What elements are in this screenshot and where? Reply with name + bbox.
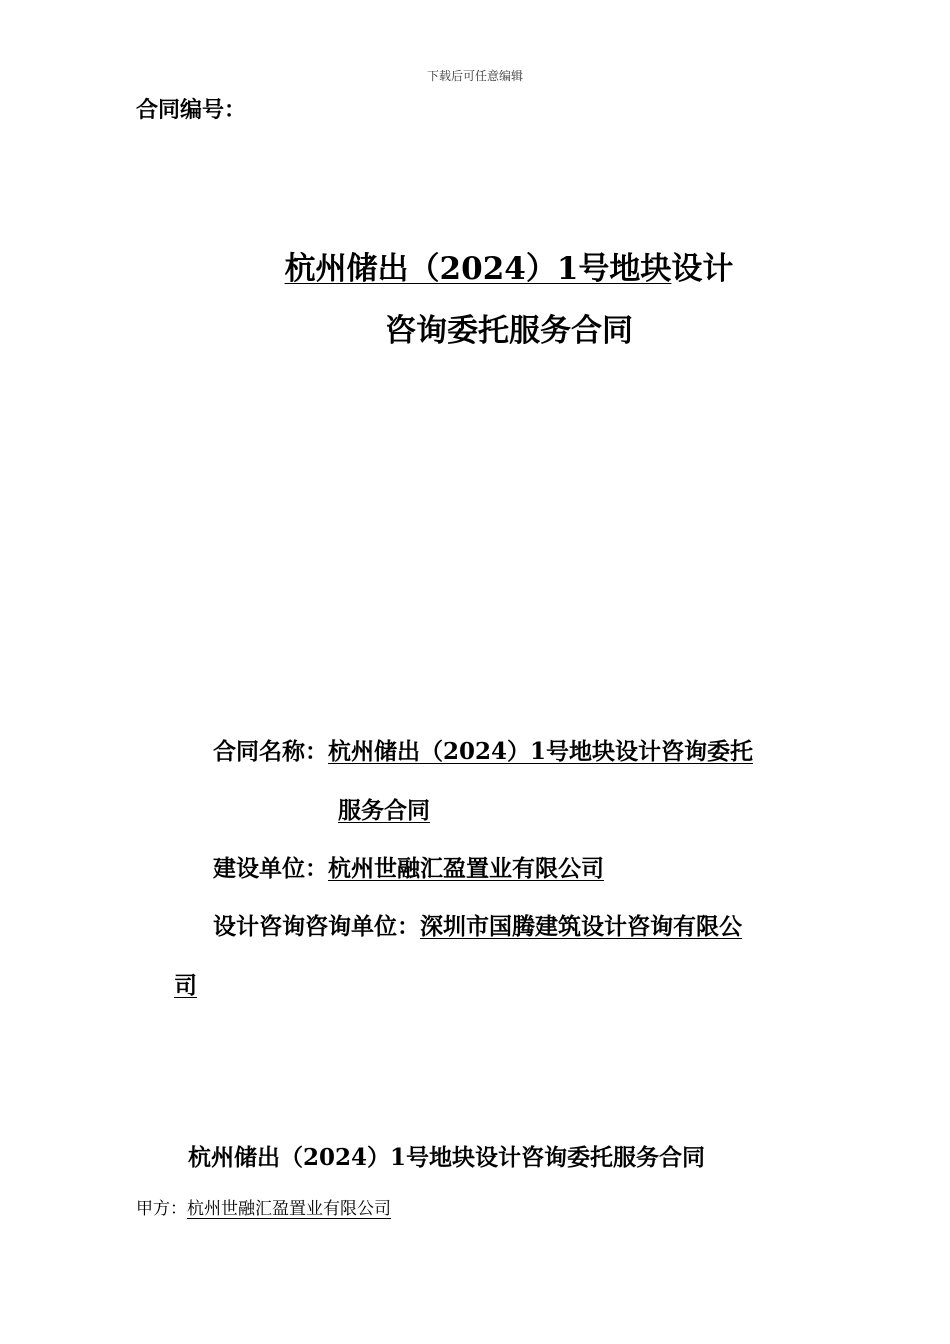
contract-name-value: 杭州储出（2024）1号地块设计咨询委托 — [328, 738, 754, 765]
consultant-row — [213, 908, 742, 941]
contract-name-row — [213, 733, 753, 766]
contract-name-label: 合同名称： — [213, 738, 328, 765]
party-a-row — [136, 1194, 391, 1219]
document-title-line-1 — [0, 243, 950, 288]
section-heading: 杭州储出（2024）1号地块设计咨询委托服务合同 — [188, 1144, 706, 1171]
builder-value: 杭州世融汇盈置业有限公司 — [328, 855, 604, 882]
consultant-row-continued — [174, 967, 197, 1000]
contract-name-row-continued — [338, 792, 430, 825]
builder-label: 建设单位： — [213, 855, 328, 882]
builder-row — [213, 850, 604, 883]
party-a-label: 甲方： — [136, 1199, 187, 1219]
title-project-name: 杭州储出（2024）1号地块 — [284, 251, 672, 287]
contract-number-label: 合同编号： — [136, 97, 247, 123]
consultant-value-continued: 司 — [174, 972, 197, 999]
title-line-1-rest: 设计 — [671, 251, 734, 287]
consultant-label: 设计咨询咨询单位： — [213, 913, 420, 940]
contract-name-value-continued: 服务合同 — [338, 797, 430, 824]
header-note: 下载后可任意编辑 — [426, 69, 523, 83]
party-a-value: 杭州世融汇盈置业有限公司 — [187, 1199, 391, 1219]
consultant-value: 深圳市国腾建筑设计咨询有限公 — [420, 913, 742, 940]
document-title-line-2: 咨询委托服务合同 — [385, 313, 633, 349]
